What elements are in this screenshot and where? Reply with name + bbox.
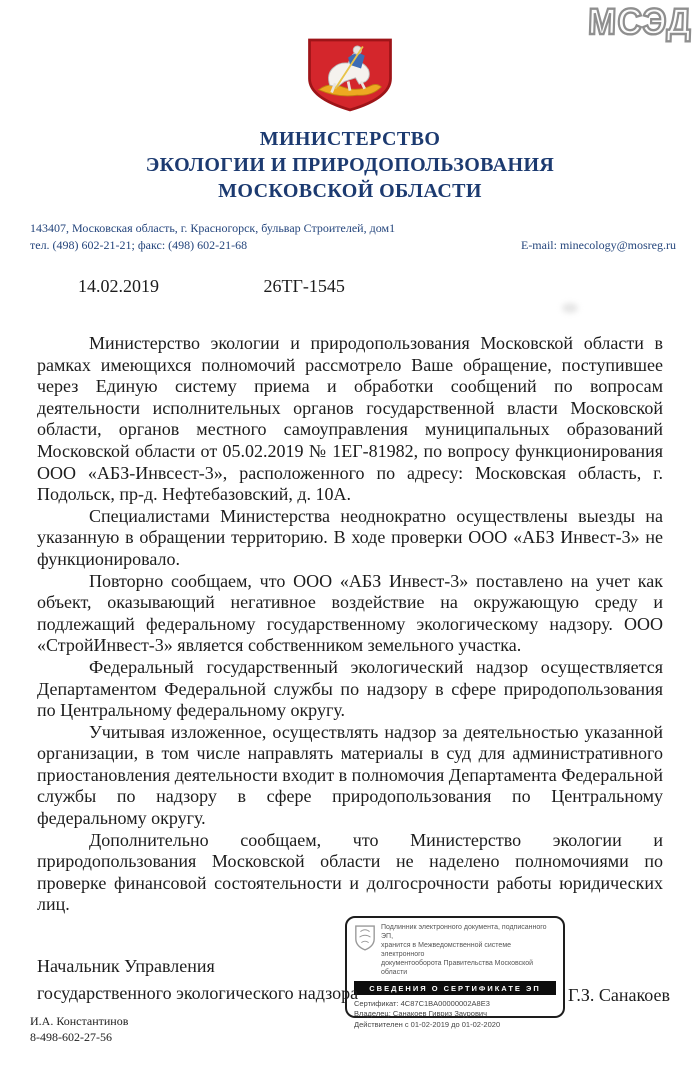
ministry-title-line: МИНИСТЕРСТВО	[259, 128, 441, 150]
stamp-certificate-number: Сертификат: 4C87C1BA00000002A8E3	[354, 998, 490, 1008]
signatory-name: Г.З. Санакоев	[567, 985, 670, 1005]
signatory-position-line: Начальник Управления	[37, 956, 215, 976]
paragraph: Федеральный государственный экологический надзор осуществляется Департаментом Федеральной службы по надзору в сфере природопользования по Центральному федеральному округу.	[37, 656, 663, 721]
ministry-title-line: ЭКОЛОГИИ И ПРИРОДОПОЛЬЗОВАНИЯ	[145, 154, 555, 176]
email-address: E-mail: minecology@mosreg.ru	[520, 238, 676, 252]
stamp-header	[354, 923, 556, 977]
signatory-position	[37, 953, 358, 1007]
executor-name: И.А. Константинов	[30, 1014, 129, 1028]
ministry-title-line: МОСКОВСКОЙ ОБЛАСТИ	[218, 180, 482, 202]
paragraph: Специалистами Министерства неоднократно осуществлены выезды на указанную в обращении территорию. В ходе проверки ООО «АБЗ Инвест-3» не функционировало.	[37, 505, 663, 569]
postal-address	[30, 220, 395, 254]
letterhead-contacts	[30, 220, 676, 254]
stamp-intro-line: хранится в Межведомственной системе электронного	[381, 942, 512, 958]
msed-logo: МСЭД	[587, 1, 693, 43]
phone-fax-line: тел. (498) 602-21-21; факс: (498) 602-21-68	[30, 238, 248, 252]
stamp-intro-line: документооборота Правительства Московской области	[381, 960, 534, 976]
address-line: 143407, Московская область, г. Красногорск, бульвар Строителей, дом1	[30, 221, 396, 235]
letter-meta	[78, 276, 345, 297]
executor-phone: 8-498-602-27-56	[30, 1030, 112, 1044]
scan-artifact	[562, 303, 578, 313]
paragraph: Учитывая изложенное, осуществлять надзор за деятельностью указанной организации, в том числе направлять материалы в суд для административного приостановления деятельности входит в полномочия Департамента Федеральной службы по надзору в сфере природопользования по Центральному федеральному округу.	[37, 721, 664, 829]
moscow-region-coat-of-arms-icon	[304, 37, 396, 113]
stamp-certificate-details	[354, 999, 556, 1031]
signatory-position-line: государственного экологического надзора	[37, 983, 359, 1003]
letter-date: 14.02.2019	[78, 276, 159, 296]
electronic-signature-stamp	[345, 916, 565, 1029]
stamp-certificate-validity: Действителен с 01-02-2019 до 01-02-2020	[354, 1019, 501, 1029]
stamp-intro-text	[381, 923, 556, 977]
stamp-certificate-title: СВЕДЕНИЯ О СЕРТИФИКАТЕ ЭП	[354, 981, 556, 995]
stamp-intro-line: Подлинник электронного документа, подписанного ЭП,	[381, 924, 547, 940]
letter-number: 26ТГ-1545	[263, 276, 345, 296]
ministry-title	[0, 126, 700, 204]
executor-block	[30, 1013, 128, 1045]
paragraph: Министерство экологии и природопользования Московской области в рамках имеющихся полномочий рассмотрело Ваше обращение, поступившее через Единую систему приема и обработки сообщений по вопросам деятельности исполнительных органов государственной власти Московской области, органов местного самоуправления муниципальных образований Московской области от 05.02.2019 № 1ЕГ-81982, по вопросу функционирования ООО «АБЗ-Инвсест-3», расположенного по адресу: Московская область, г. Подольск, пр-д. Нефтебазовский, д. 10А.	[37, 333, 663, 505]
paragraph: Дополнительно сообщаем, что Министерство экологии и природопользования Московской области не наделено полномочиями по проверке финансовой состоятельности и долгосрочности работы юридических лиц.	[37, 829, 663, 915]
paragraph: Повторно сообщаем, что ООО «АБЗ Инвест-3» поставлено на учет как объект, оказывающий негативное воздействие на окружающую среду и подлежащий федеральному государственному экологическому надзору. ООО «СтройИнвест-3» является собственником земельного участка.	[37, 570, 663, 656]
letter-body	[37, 333, 663, 916]
stamp-certificate-owner: Владелец: Санакоев Гивриз Заурович	[354, 1009, 488, 1018]
